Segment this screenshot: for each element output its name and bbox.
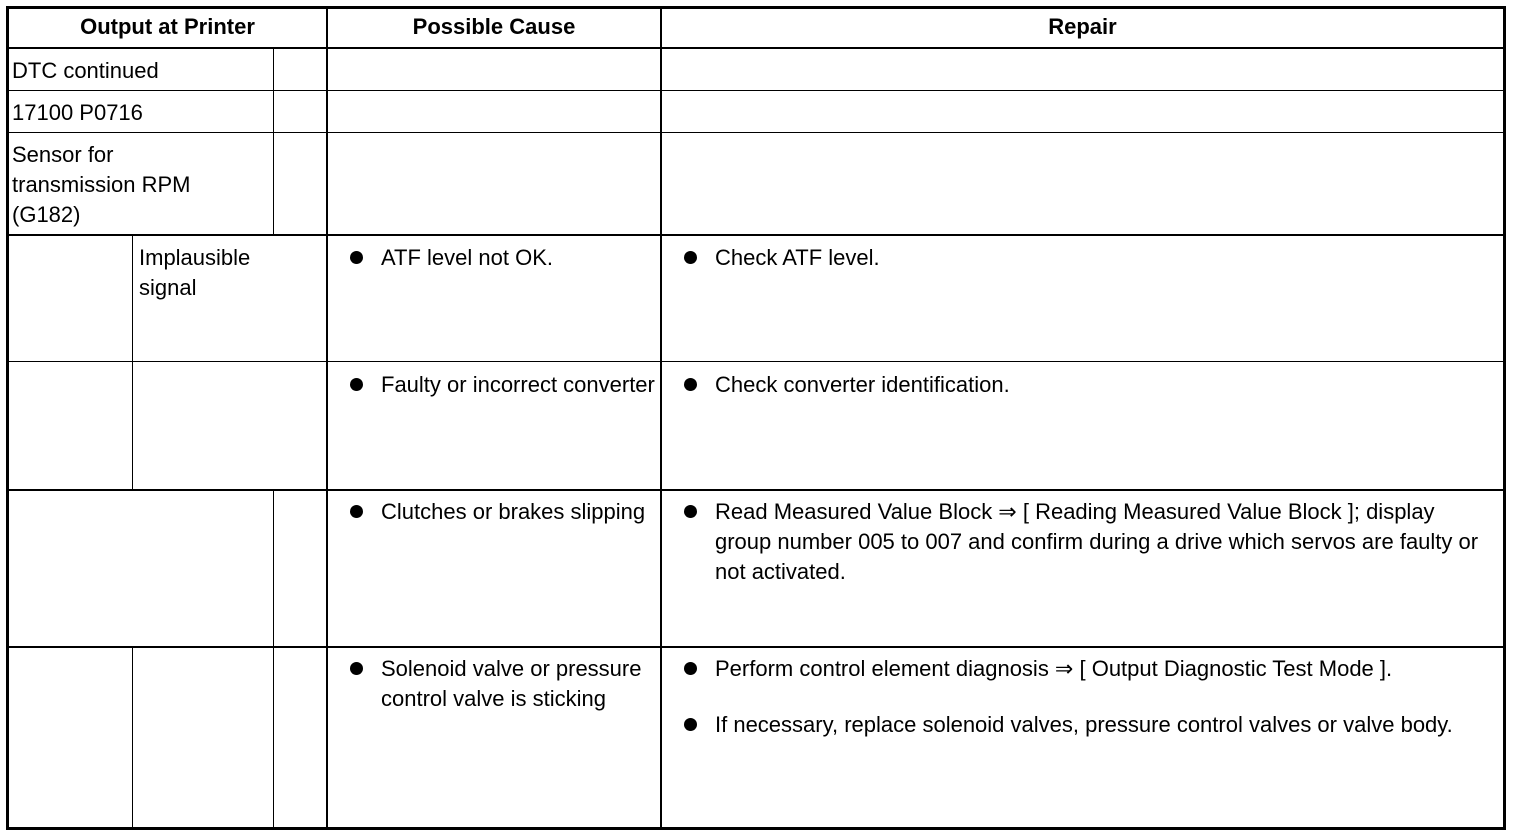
repair-bullet: [684, 497, 1484, 587]
diagnostic-table: [6, 6, 1506, 830]
header-possible-cause: Possible Cause: [412, 14, 576, 39]
bullet-icon: [350, 251, 363, 264]
cause-bullet: [350, 497, 655, 527]
cause-text: Clutches or brakes slipping: [381, 499, 646, 524]
repair-text: Read Measured Value Block ⇒ [ Reading Measured Value Block ]; display group number 005 to 007 and confirm during a drive which servos are faulty or not activated.: [715, 499, 1479, 584]
header-repair: Repair: [1048, 14, 1117, 39]
header-output-at-printer: Output at Printer: [80, 14, 255, 39]
repair-text: Check ATF level.: [715, 245, 880, 270]
cause-text: Solenoid valve or pressure control valve is sticking: [381, 656, 642, 711]
dtc-codes: 17100 P0716: [12, 100, 143, 125]
dtc-continued-label: DTC continued: [12, 58, 159, 83]
cause-text: ATF level not OK.: [381, 245, 553, 270]
repair-text: Perform control element diagnosis ⇒ [ Output Diagnostic Test Mode ].: [715, 656, 1393, 681]
repair-bullet: [684, 370, 1499, 400]
bullet-icon: [350, 505, 363, 518]
bullet-icon: [350, 378, 363, 391]
bullet-icon: [350, 662, 363, 675]
repair-text: If necessary, replace solenoid valves, pressure control valves or valve body.: [715, 712, 1453, 737]
repair-bullet: [684, 710, 1499, 740]
bullet-icon: [684, 718, 697, 731]
bullet-icon: [684, 251, 697, 264]
bullet-icon: [684, 662, 697, 675]
cause-bullet: [350, 243, 655, 273]
cause-bullet: [350, 370, 655, 400]
repair-text: Check converter identification.: [715, 372, 1010, 397]
bullet-icon: [684, 378, 697, 391]
fault-type: Implausible signal: [139, 245, 251, 300]
bullet-icon: [684, 505, 697, 518]
repair-bullet: [684, 243, 1499, 273]
sensor-name: Sensor for transmission RPM (G182): [12, 142, 191, 227]
repair-bullet: [684, 654, 1499, 684]
cause-bullet: [350, 654, 655, 714]
cause-text: Faulty or incorrect converter: [381, 372, 655, 397]
